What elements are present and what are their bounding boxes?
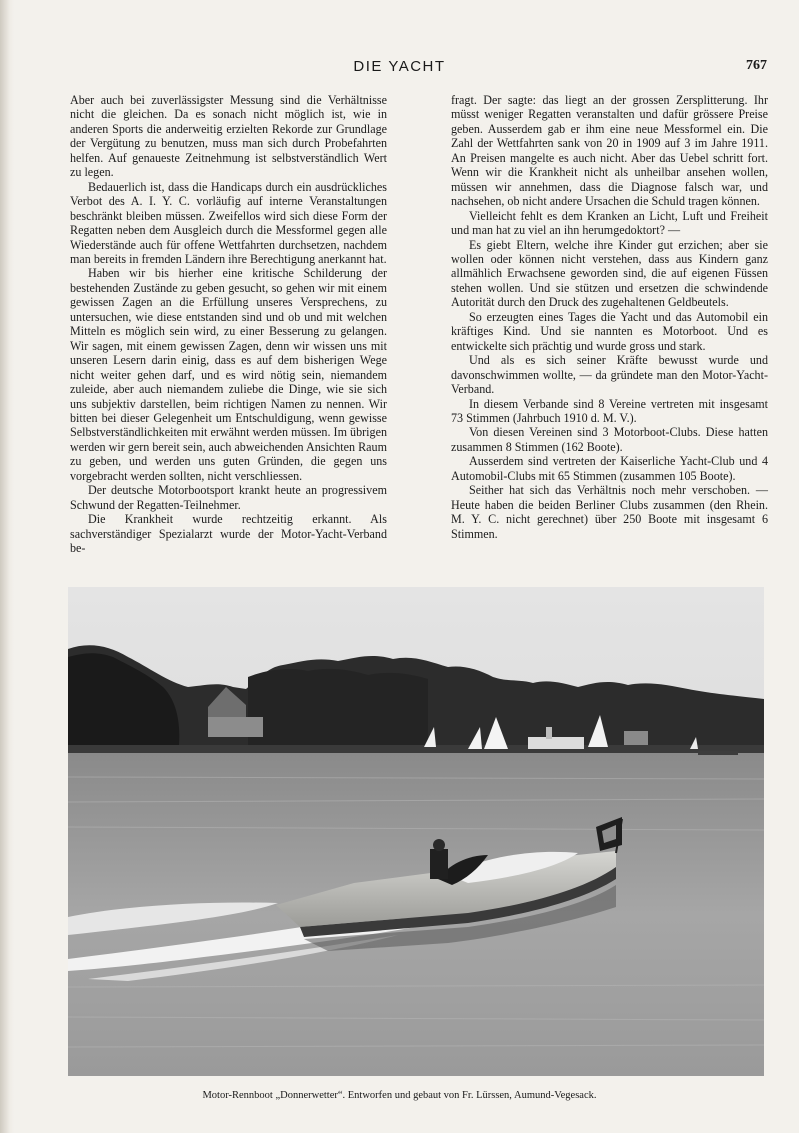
page-number: 767 (746, 58, 767, 73)
paragraph: Seither hat sich das Verhältnis noch mehr verschoben. — Heute haben die beiden Berliner Clubs zusammen (den Rhein. M. Y. C. nicht gerechnet) über 250 Boote mit insgesamt 6 Stimmen. (451, 483, 768, 541)
paragraph: Haben wir bis hierher eine kritische Schilderung der bestehenden Zustände zu geben gesucht, so gehen wir mit einem gewissen Zagen an die Erfüllung unseres Versprechens, zu untersuchen, wie diese entstanden sind und ob und mit welchen Mitteln es möglich sein wird, zu einer Besserung zu gelangen. Wir sagen, mit einem gewissen Zagen, denn wir wissen uns mit unseren Lesern darin einig, dass es auf dem bisherigen Wege nicht weiter gehen darf, und es wird nötig sein, niemandem zuleide, aber auch niemandem zuliebe die Dinge, wie sie sich uns subjektiv darstellen, beim richtigen Namen zu nennen. Wir bitten bei dieser Gelegenheit um Entschuldigung, wenn gewisse Selbstverständlichkeiten mit erwähnt werden müssen. Im übrigen werden wir gern bereit sein, auch abweichenden Ansichten Raum zu geben, und werden uns guten Gründen, die gegen uns vorgebracht werden sollten, nicht verschliessen. (70, 266, 387, 483)
figure-caption: Motor-Rennboot „Donnerwetter“. Entworfen und gebaut von Fr. Lürssen, Aumund-Vegesack. (202, 1090, 597, 1101)
left-text-column (70, 93, 387, 556)
paragraph: Von diesen Vereinen sind 3 Motorboot-Clubs. Diese hatten zusammen 8 Stimmen (162 Boote). (451, 425, 768, 454)
paragraph: Ausserdem sind vertreten der Kaiserliche Yacht-Club und 4 Automobil-Clubs mit 65 Stimmen (zusammen 105 Boote). (451, 454, 768, 483)
paragraph: Und als es sich seiner Kräfte bewusst wurde und davonschwimmen wollte, — da gründete man den Motor-Yacht-Verband. (451, 353, 768, 397)
paragraph: fragt. Der sagte: das liegt an der grossen Zersplitterung. Ihr müsst weniger Regatten veranstalten und dafür grössere Preise geben. Ausserdem gab er ihm eine neue Messformel ein. Die Zahl der Wettfahrten sank von 20 in 1909 auf 3 im Jahre 1911. An Preisen mangelte es auch nicht. Aber das Uebel schritt fort. Wenn wir die Krankheit nicht als unheilbar ansehen wollen, müssen wir annehmen, dass die Diagnose falsch war, und nachsehen, ob nicht andere Ursachen die Schuld tragen können. (451, 93, 768, 209)
right-text-column (451, 93, 768, 541)
paragraph: So erzeugten eines Tages die Yacht und das Automobil ein kräftiges Kind. Und sie nannten es Motorboot. Und es entwickelte sich prächtig und wurde gross und stark. (451, 309, 768, 353)
motorboat-photograph (68, 587, 764, 1076)
paragraph: Die Krankheit wurde rechtzeitig erkannt. Als sachverständiger Spezialarzt wurde der Motor-Yacht-Verband be- (70, 512, 387, 556)
paragraph: Es giebt Eltern, welche ihre Kinder gut erzichen; aber sie wollen oder können nicht verstehen, dass aus Kindern ganz allmählich Erwachsene geworden sind, die auf eigenen Füssen stehen wollen. Und sie stützen und ersetzen die schwindende Autorität durch den Druck des zugehaltenen Geldbeutels. (451, 237, 768, 310)
paragraph: Vielleicht fehlt es dem Kranken an Licht, Luft und Freiheit und man hat zu viel an ihn herumgedoktort? — (451, 208, 768, 238)
paragraph: Bedauerlich ist, dass die Handicaps durch ein ausdrückliches Verbot des A. I. Y. C. vorläufig auf interne Veranstaltungen beschränkt bleiben müssen. Zweifellos wird sich diese Form der Regatten neben dem Ausgleich durch die Messformel gegen alle Wiederstände auch für offene Wettfahrten durchsetzen, nachdem man bereits in fremden Ländern ihre Berechtigung anerkannt hat. (70, 179, 387, 266)
paragraph: In diesem Verbande sind 8 Vereine vertreten mit insgesamt 73 Stimmen (Jahrbuch 1910 d. M. V.). (451, 396, 768, 425)
paragraph: Der deutsche Motorbootsport krankt heute an progressivem Schwund der Regatten-Teilnehmer. (70, 483, 387, 512)
binding-shadow (0, 0, 14, 1133)
running-head: DIE YACHT (353, 58, 446, 75)
driver (430, 849, 448, 879)
paragraph: Aber auch bei zuverlässigster Messung sind die Verhältnisse nicht die gleichen. Da es sonach nicht möglich ist, wie in anderen Sports die anderweitig erzielten Rekorde zur Grundlage der Vergütung zu benutzen, muss man sich durch Probefahrten helfen. Auf genaueste Zeitnehmung ist selbstverständlich Wert zu legen. (70, 93, 387, 180)
